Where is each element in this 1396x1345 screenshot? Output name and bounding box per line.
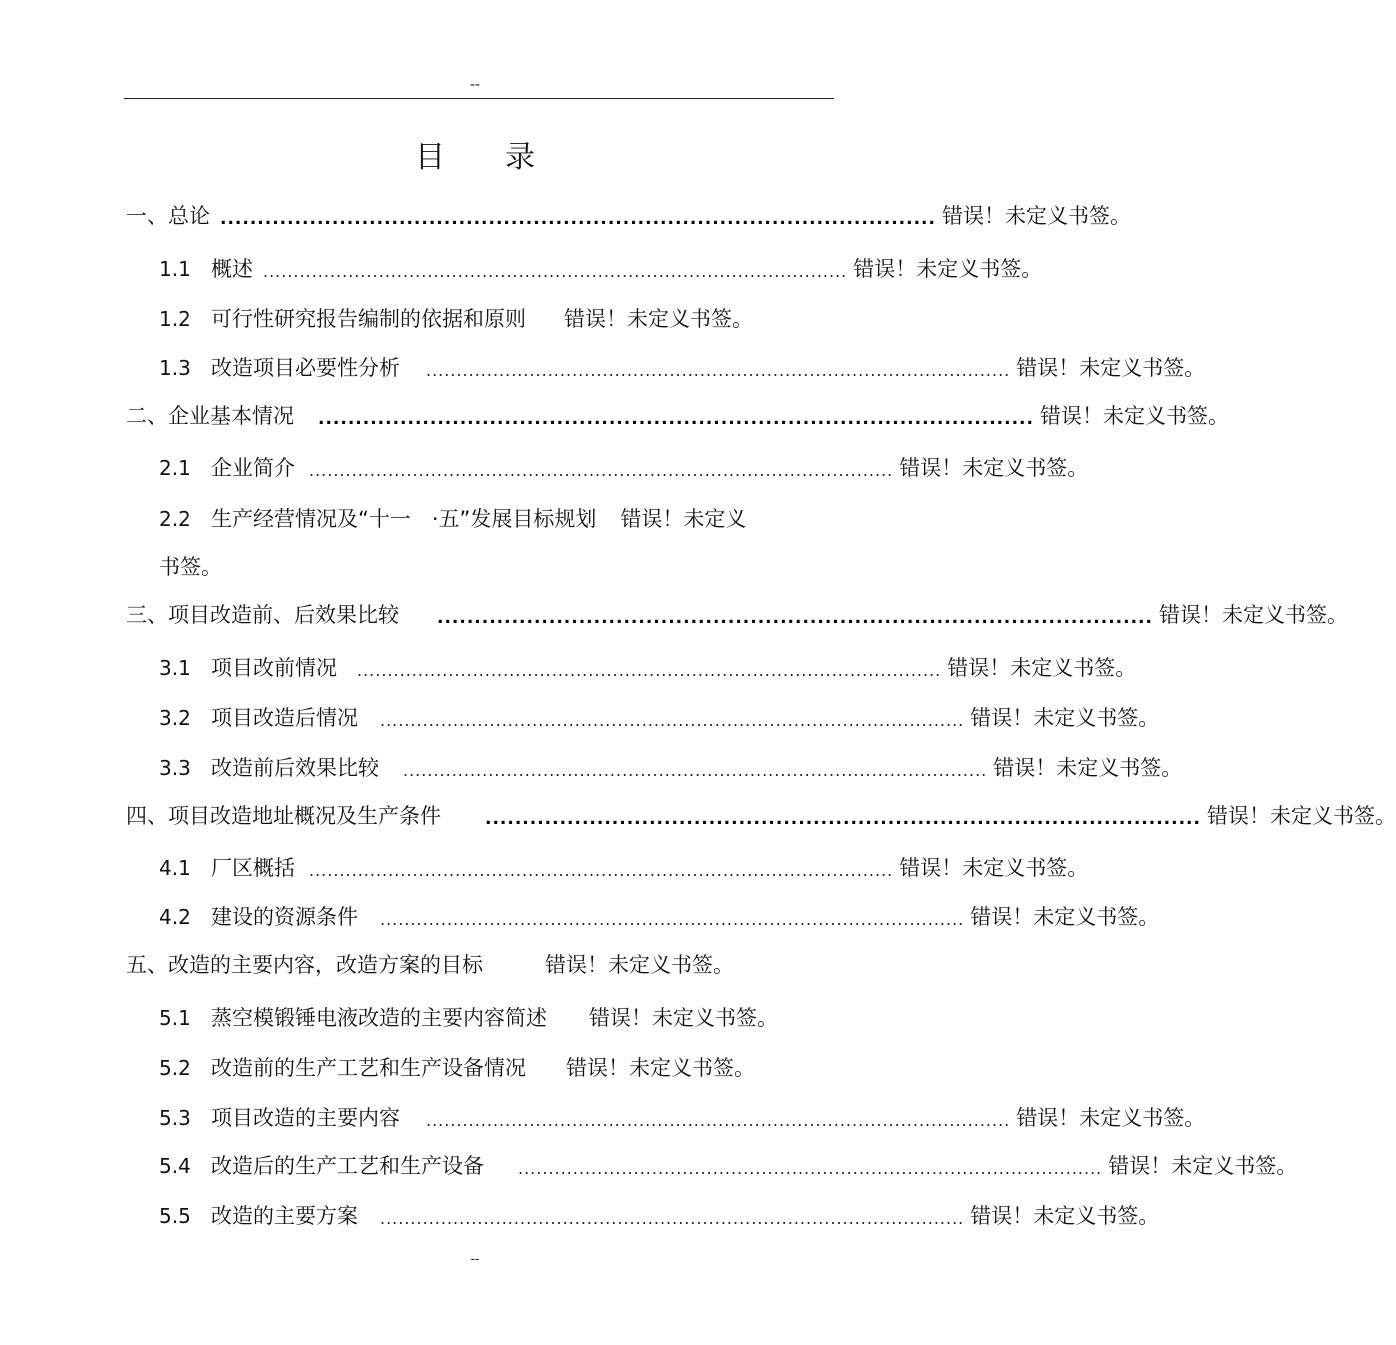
toc-entry-number: 4.1 bbox=[159, 856, 191, 880]
toc-entry[interactable] bbox=[159, 1201, 1160, 1231]
toc-entry[interactable] bbox=[159, 353, 1206, 383]
toc-entry-label: 改造项目必要性分析 bbox=[211, 356, 400, 380]
toc-entry-label: 改造前后效果比较 bbox=[211, 756, 379, 780]
toc-dot-leader: ................................................................................................ bbox=[380, 1209, 965, 1228]
toc-title-char-2: 录 bbox=[505, 140, 535, 175]
toc-entry-page: 错误！未定义书签。 bbox=[564, 307, 753, 331]
toc-entry-number: 1.1 bbox=[159, 257, 191, 281]
toc-entry[interactable] bbox=[126, 600, 1348, 630]
toc-entry-number: 4.2 bbox=[159, 905, 191, 929]
toc-entry-number: 5.1 bbox=[159, 1006, 191, 1030]
toc-title-char-1: 目 bbox=[415, 140, 445, 175]
toc-entry[interactable] bbox=[159, 1151, 1298, 1181]
toc-dot-leader: ................................................................................................ bbox=[309, 861, 894, 880]
toc-entry-page: 错误！未定义书签。 bbox=[970, 706, 1160, 730]
toc-entry[interactable] bbox=[126, 801, 1396, 831]
toc-entry-page: 错误！未定义书签。 bbox=[1206, 804, 1396, 828]
toc-entry-label: 项目改造的主要内容 bbox=[211, 1106, 400, 1130]
toc-entry-label: 生产经营情况及“十一 ·五”发展目标规划 bbox=[211, 507, 597, 531]
toc-entry-label: 可行性研究报告编制的依据和原则 bbox=[211, 307, 526, 331]
toc-entry[interactable] bbox=[159, 453, 1089, 483]
toc-entry[interactable] bbox=[159, 254, 1043, 284]
toc-title bbox=[0, 138, 950, 178]
toc-dot-leader: ................................................................................................ bbox=[518, 1159, 1103, 1178]
toc-entry[interactable] bbox=[159, 853, 1089, 883]
toc-entry-page: 错误！未定义书签。 bbox=[853, 257, 1043, 281]
toc-dot-leader: ................................................................................................ bbox=[220, 209, 936, 229]
toc-dot-leader: ................................................................................................ bbox=[485, 809, 1201, 829]
header-mark: -- bbox=[469, 77, 481, 93]
toc-entry[interactable] bbox=[126, 201, 1131, 231]
toc-entry[interactable] bbox=[159, 304, 776, 334]
toc-entry[interactable] bbox=[159, 1053, 776, 1083]
toc-dot-leader: ................................................................................................ bbox=[357, 661, 942, 680]
toc-dot-leader: ................................................................................................ bbox=[437, 608, 1153, 628]
toc-dot-leader: ................................................................................................ bbox=[380, 910, 965, 929]
toc-entry-page: 错误！未定义书签。 bbox=[1016, 1106, 1206, 1130]
toc-entry-page: 错误！未定义书签。 bbox=[545, 953, 734, 977]
toc-entry[interactable] bbox=[159, 653, 1137, 683]
toc-entry-page: 错误！未定义书签。 bbox=[970, 1204, 1160, 1228]
toc-entry-label: 一、总论 bbox=[126, 204, 210, 228]
toc-entry-number: 5.3 bbox=[159, 1106, 191, 1130]
footer-mark: -- bbox=[470, 1252, 480, 1266]
toc-entry-label: 项目改造后情况 bbox=[211, 706, 358, 730]
toc-dot-leader: ................................................................................................ bbox=[426, 361, 1011, 380]
toc-dot-leader: ................................................................................................ bbox=[380, 711, 965, 730]
toc-entry-page: 错误！未定义书签。 bbox=[1039, 404, 1229, 428]
toc-entry-page: 错误！未定义 bbox=[620, 507, 747, 531]
toc-entry-label: 项目改前情况 bbox=[211, 656, 337, 680]
toc-dot-leader: ................................................................................................ bbox=[263, 262, 848, 281]
toc-entry-label: 五、改造的主要内容，改造方案的目标 bbox=[126, 953, 483, 977]
toc-entry-label: 改造后的生产工艺和生产设备 bbox=[211, 1154, 484, 1178]
toc-entry[interactable] bbox=[126, 401, 1229, 431]
toc-entry-label: 改造的主要方案 bbox=[211, 1204, 358, 1228]
toc-dot-leader: ................................................................................................ bbox=[403, 761, 988, 780]
toc-entry-number: 1.3 bbox=[159, 356, 191, 380]
toc-dot-leader: ................................................................................................ bbox=[309, 461, 894, 480]
toc-entry-page: 错误！未定义书签。 bbox=[941, 204, 1131, 228]
toc-entry[interactable] bbox=[159, 753, 1183, 783]
toc-entry-label: 厂区概括 bbox=[211, 856, 295, 880]
toc-entry-page: 错误！未定义书签。 bbox=[947, 656, 1137, 680]
toc-entry-label: 建设的资源条件 bbox=[211, 905, 358, 929]
toc-entry-label: 四、项目改造地址概况及生产条件 bbox=[126, 804, 441, 828]
toc-entry-number: 2.2 bbox=[159, 507, 191, 531]
toc-entry[interactable] bbox=[159, 504, 824, 534]
toc-entry-page-continued: 书签。 bbox=[159, 555, 222, 579]
toc-entry-number: 3.2 bbox=[159, 706, 191, 730]
toc-dot-leader: ................................................................................................ bbox=[318, 409, 1034, 429]
toc-entry-label: 二、企业基本情况 bbox=[126, 404, 294, 428]
toc-entry-page: 错误！未定义书签。 bbox=[993, 756, 1183, 780]
toc-entry-number: 2.1 bbox=[159, 456, 191, 480]
toc-entry-number: 5.2 bbox=[159, 1056, 191, 1080]
toc-entry-label: 概述 bbox=[211, 257, 253, 281]
toc-entry-label: 三、项目改造前、后效果比较 bbox=[126, 603, 399, 627]
toc-entry-page: 错误！未定义书签。 bbox=[1108, 1154, 1298, 1178]
toc-entry-number: 1.2 bbox=[159, 307, 191, 331]
toc-entry-page: 错误！未定义书签。 bbox=[970, 905, 1160, 929]
toc-entry-label: 改造前的生产工艺和生产设备情况 bbox=[211, 1056, 526, 1080]
header-rule bbox=[124, 98, 834, 99]
toc-entry-number: 3.3 bbox=[159, 756, 191, 780]
toc-entry-page: 错误！未定义书签。 bbox=[566, 1056, 755, 1080]
toc-entry-page: 错误！未定义书签。 bbox=[589, 1006, 778, 1030]
toc-entry[interactable] bbox=[126, 950, 776, 980]
toc-entry-label: 企业简介 bbox=[211, 456, 295, 480]
toc-entry[interactable] bbox=[159, 703, 1160, 733]
toc-entry-label: 蒸空模锻锤电液改造的主要内容简述 bbox=[211, 1006, 547, 1030]
toc-entry-number: 5.5 bbox=[159, 1204, 191, 1228]
toc-entry-number: 3.1 bbox=[159, 656, 191, 680]
toc-entry[interactable] bbox=[159, 902, 1160, 932]
toc-entry-page: 错误！未定义书签。 bbox=[899, 856, 1089, 880]
toc-entry-page: 错误！未定义书签。 bbox=[1016, 356, 1206, 380]
toc-entry-page: 错误！未定义书签。 bbox=[899, 456, 1089, 480]
toc-entry-page: 错误！未定义书签。 bbox=[1158, 603, 1348, 627]
toc-entry[interactable] bbox=[159, 1103, 1206, 1133]
toc-dot-leader: ................................................................................................ bbox=[426, 1111, 1011, 1130]
toc-entry-number: 5.4 bbox=[159, 1154, 191, 1178]
toc-entry[interactable] bbox=[159, 1003, 824, 1033]
